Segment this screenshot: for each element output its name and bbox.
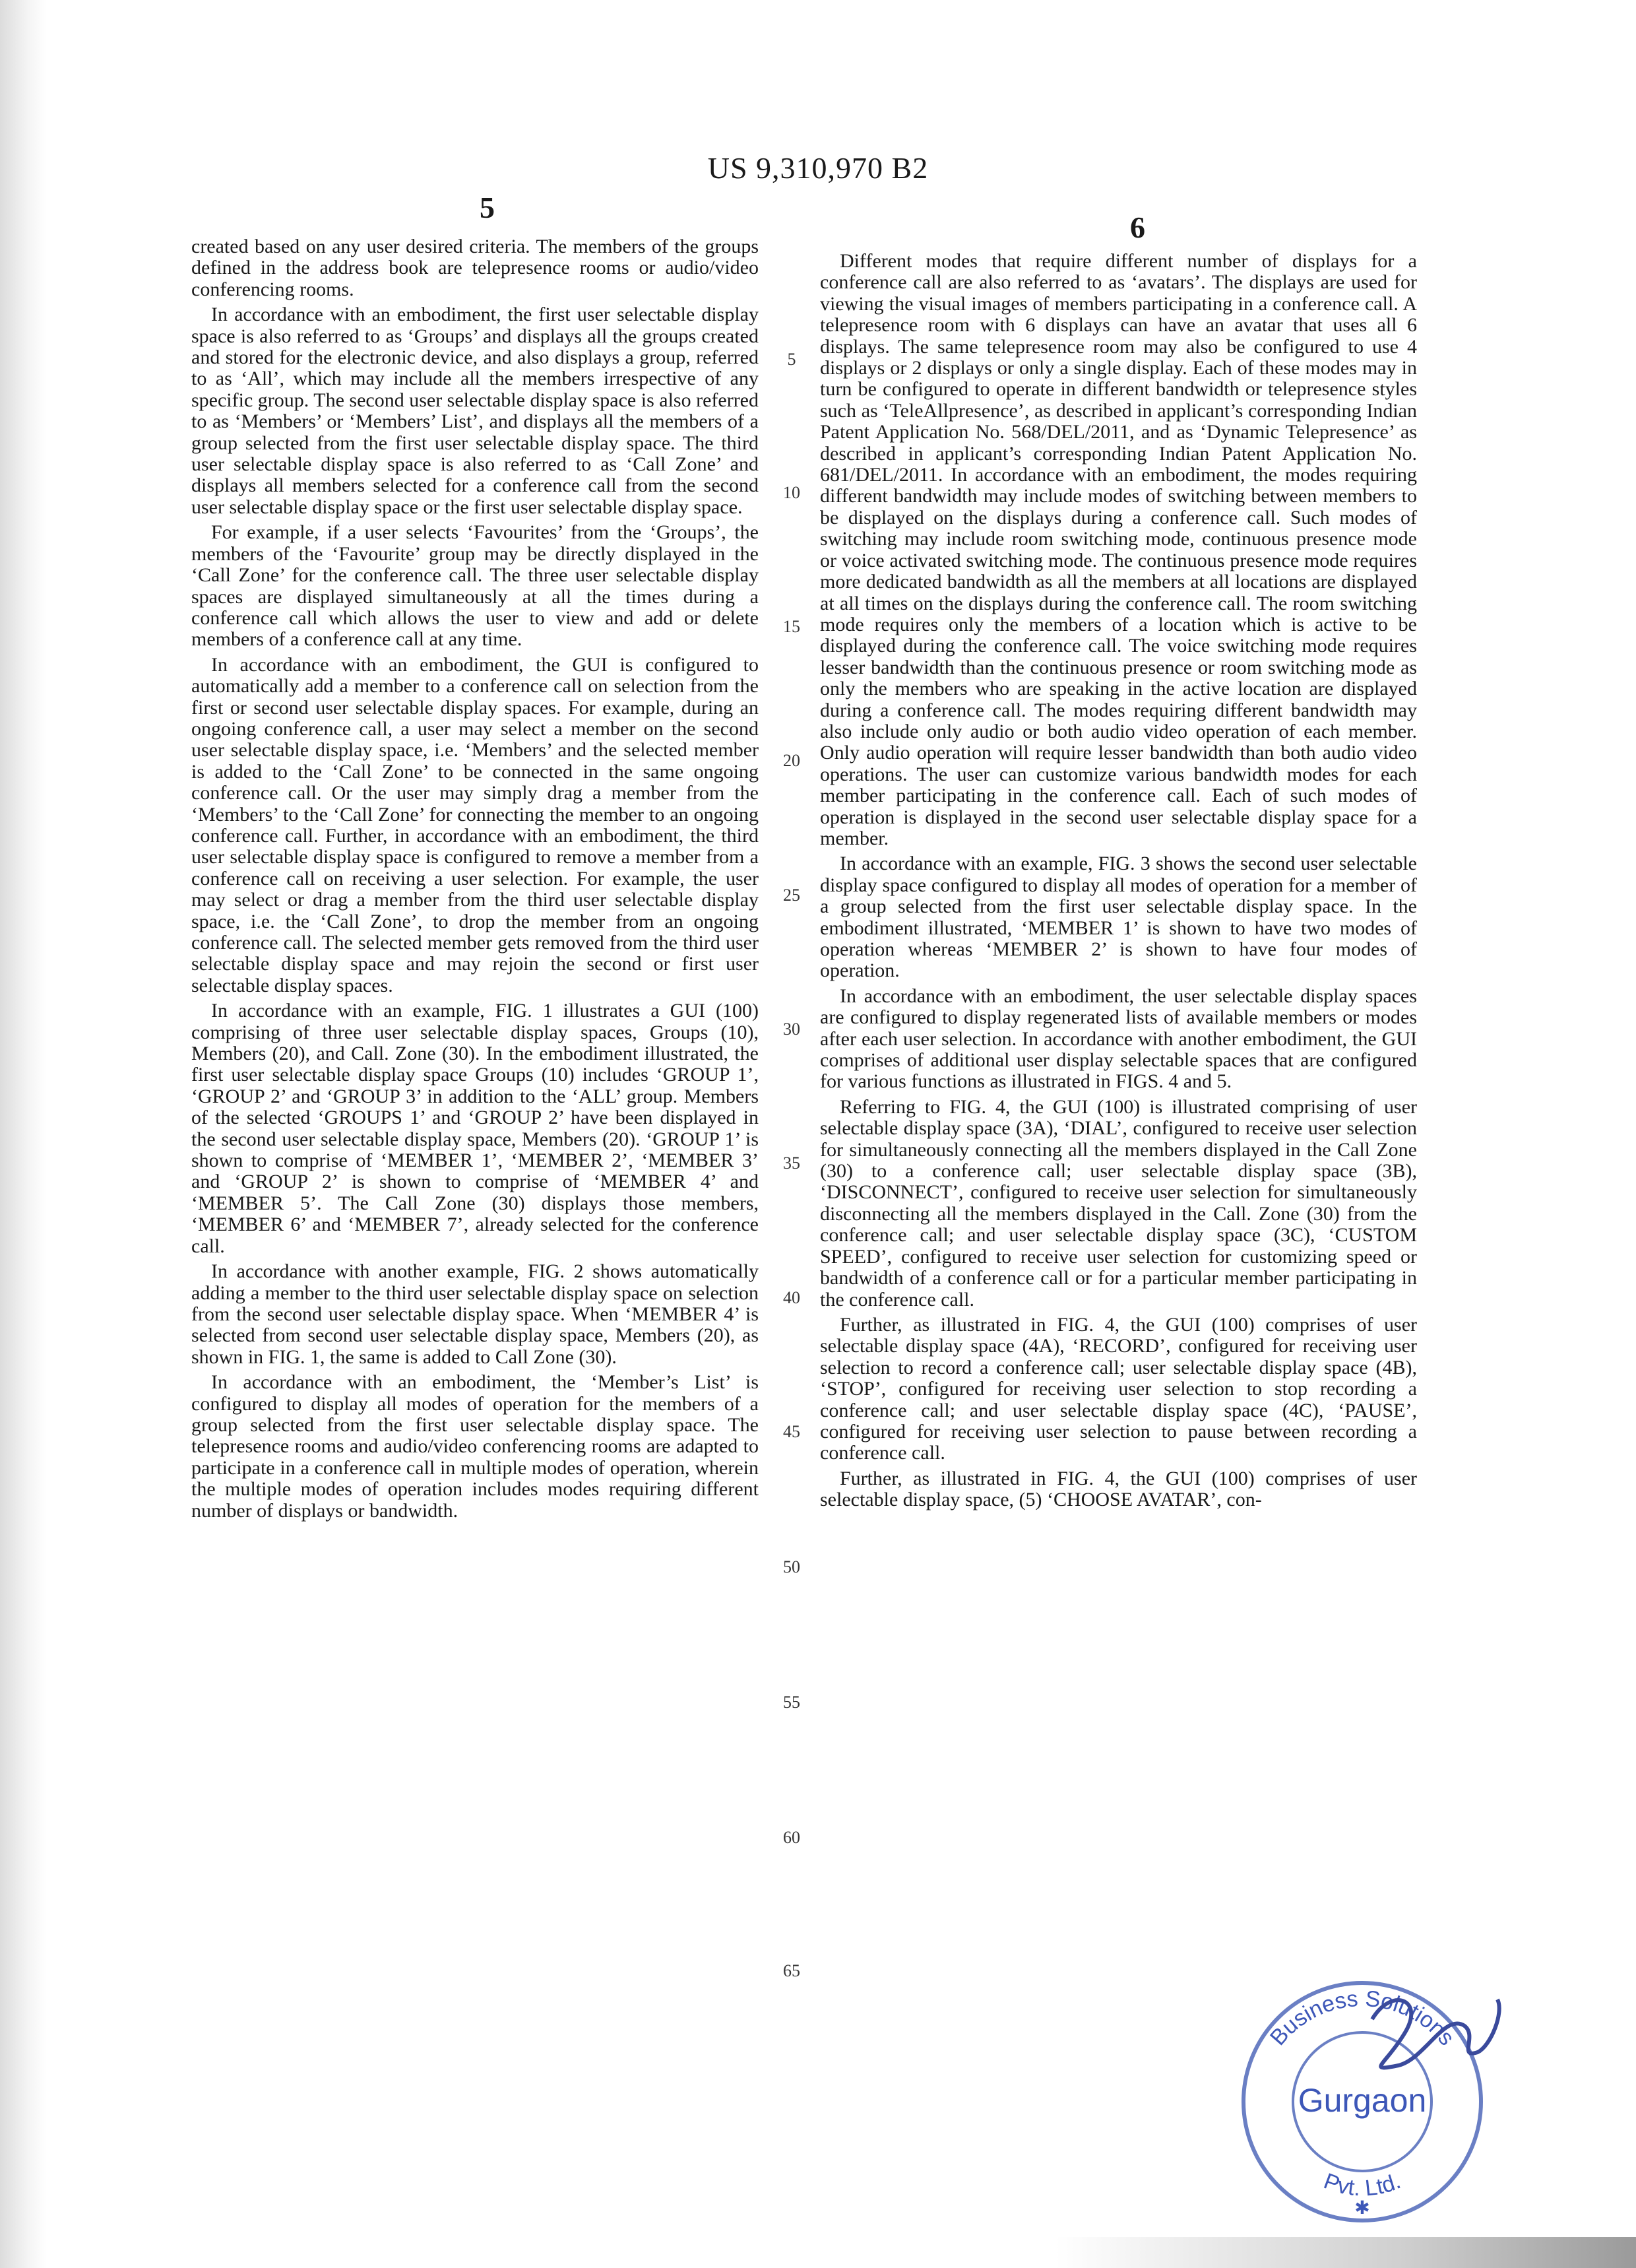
line-number-10: 10 — [783, 483, 800, 502]
right-paragraph-5: Further, as illustrated in FIG. 4, the GUI (100) comprises of user selectable display space (4A), ‘RECORD’, configured for receiving user selection to record a conference call; user selectable display space (4B), ‘STOP’, configured for receiving user selection to stop recording a conference call; and user selectable display space (4C), ‘PAUSE’, configured for receiving user selection to pause between recording a conference call. — [820, 1313, 1417, 1464]
patent-number: US 9,310,970 B2 — [707, 151, 929, 185]
left-paragraph-6: In accordance with another example, FIG. 2 shows automatically adding a member to the third user selectable display space on selection from the second user selectable display space. When ‘MEMBER 4’ is selected from second user selectable display space, Members (20), as shown in FIG. 1, the same is added to Call Zone (30). — [191, 1260, 759, 1368]
left-paragraph-5: In accordance with an example, FIG. 1 illustrates a GUI (100) comprising of three user selectable display spaces, Groups (10), Members (20), and Call. Zone (30). In the embodiment illustrated, the first user selectable display space Groups (10) includes ‘GROUP 1’, ‘GROUP 2’ and ‘GROUP 3’ in addition to the ‘ALL’ group. Members of the selected ‘GROUPS 1’ and ‘GROUP 2’ have been displayed in the second user selectable display space, Members (20). ‘GROUP 1’ is shown to comprise of ‘MEMBER 1’, ‘MEMBER 2’, ‘MEMBER 3’ and ‘GROUP 2’ is shown to comprise of ‘MEMBER 4’ and ‘MEMBER 5’. The Call Zone (30) displays those members, ‘MEMBER 6’ and ‘MEMBER 7’, already selected for the conference call. — [191, 1000, 759, 1257]
line-number-25: 25 — [783, 886, 800, 905]
right-paragraph-3: In accordance with an embodiment, the user selectable display spaces are configured to display regenerated lists of available members or modes after each user selection. In accordance with another embodiment, the GUI comprises of additional user display selectable spaces that are configured for various functions as illustrated in FIGS. 4 and 5. — [820, 985, 1417, 1093]
left-paragraph-7: In accordance with an embodiment, the ‘Member’s List’ is configured to display all modes of operation for the members of a group selected from the first user selectable display space. The telepresence rooms and audio/video conferencing rooms are adapted to participate in a conference call in multiple modes of operation, wherein the multiple modes of operation includes modes requiring different number of displays or bandwidth. — [191, 1371, 759, 1522]
line-number-20: 20 — [783, 751, 800, 770]
scan-shadow-bottom — [1055, 2237, 1636, 2268]
line-number-65: 65 — [783, 1961, 800, 1980]
line-number-30: 30 — [783, 1020, 800, 1039]
line-number-60: 60 — [783, 1828, 800, 1847]
left-column — [191, 236, 759, 1526]
left-column-number: 5 — [480, 191, 495, 224]
left-paragraph-4: In accordance with an embodiment, the GUI is configured to automatically add a member to a conference call on selection from the first or second user selectable display spaces. For example, during an ongoing conference call, a user may select a member on the second user selectable display space, i.e. ‘Members’ and the selected member is added to the ‘Call Zone’ to be connected in the same ongoing conference call. Or the user may simply drag a member from the ‘Members’ to the ‘Call Zone’ for connecting the member to an ongoing conference call. Further, in accordance with an embodiment, the third user selectable display space is configured to remove a member from a conference call on receiving a user selection. For example, the user may select or drag a member from the third user selectable display space, i.e. the ‘Call Zone’, to drop the member from an ongoing conference call. The selected member gets removed from the third user selectable display space and may rejoin the second or first user selectable display spaces. — [191, 653, 759, 996]
line-number-40: 40 — [783, 1288, 800, 1307]
right-column-number: 6 — [1130, 211, 1145, 244]
company-stamp — [1207, 1973, 1517, 2230]
right-paragraph-1: Different modes that require different number of displays for a conference call are also referred to as ‘avatars’. The displays are used for viewing the visual images of members participating in a conference call. A telepresence room with 6 displays can have an avatar that uses all 6 displays. The same telepresence room may also be configured to use 4 displays or 2 displays or only a single display. Each of these modes may in turn be configured to operate in different bandwidth or telepresence styles such as ‘TeleAllpresence’, as described in applicant’s corresponding Indian Patent Application No. 568/DEL/2011, and as ‘Dynamic Telepresence’ as described in applicant’s corresponding Indian Patent Application No. 681/DEL/2011. In accordance with an embodiment, the modes requiring different bandwidth may include modes of switching between members to be displayed on the displays during a conference call. Such modes of switching may include room switching mode, continuous presence mode or voice activated switching mode. The continuous presence mode requires more dedicated bandwidth as all the members at all locations are displayed at all times on the displays during the conference call. The room switching mode requires only the members of a location which is active to be displayed during the conference call. The voice switching mode requires lesser bandwidth than the continuous presence or room switching mode as only the members who are speaking in the active location are displayed during a conference call. The modes requiring different bandwidth may also include only audio or both audio video operation of each member. Only audio operation will require lesser bandwidth than both audio video operations. The user can customize various bandwidth modes for each member participating in the conference call. Each of such modes of operation is displayed in the second user selectable display space for a member. — [820, 250, 1417, 849]
scan-shadow-left — [0, 0, 46, 2268]
line-number-55: 55 — [783, 1693, 800, 1712]
left-paragraph-3: For example, if a user selects ‘Favourites’ from the ‘Groups’, the members of the ‘Favourite’ group may be directly displayed in the ‘Call Zone’ for the conference call. The three user selectable display spaces are displayed simultaneously at all the times during a conference call which allows the user to view and add or delete members of a conference call at any time. — [191, 521, 759, 651]
left-paragraph-1: created based on any user desired criteria. The members of the groups defined in the address book are telepresence rooms or audio/video conferencing rooms. — [191, 236, 759, 300]
left-paragraph-2: In accordance with an embodiment, the first user selectable display space is also referred to as ‘Groups’ and displays all the groups created and stored for the electronic device, and also displays a group, referred to as ‘All’, which may include all the members irrespective of any specific group. The second user selectable display space is also referred to as ‘Members’ or ‘Members’ List’, and displays all the members of a group selected from the first user selectable display space. The third user selectable display space is also referred to as ‘Call Zone’ and displays all members selected for a conference call from the second user selectable display space or the first user selectable display space. — [191, 304, 759, 518]
line-number-5: 5 — [787, 350, 796, 369]
stamp-city: Gurgaon — [1298, 2082, 1427, 2119]
stamp-company-top: Business Solutions — [1265, 1986, 1460, 2051]
line-number-15: 15 — [783, 617, 800, 636]
stamp-company-bottom: Pvt. Ltd. — [1320, 2168, 1404, 2201]
right-paragraph-6: Further, as illustrated in FIG. 4, the GUI (100) comprises of user selectable display space, (5) ‘CHOOSE AVATAR’, con- — [820, 1467, 1417, 1511]
right-paragraph-2: In accordance with an example, FIG. 3 shows the second user selectable display space configured to display all modes of operation for a member of a group selected from the first user selectable display space. In the embodiment illustrated, ‘MEMBER 1’ is shown to have two modes of operation whereas ‘MEMBER 2’ is shown to have four modes of operation. — [820, 853, 1417, 982]
right-column — [820, 251, 1417, 1515]
stamp-star-icon: ✱ — [1354, 2197, 1370, 2219]
line-number-50: 50 — [783, 1557, 800, 1576]
right-paragraph-4: Referring to FIG. 4, the GUI (100) is illustrated comprising of user selectable display space (3A), ‘DIAL’, configured to receive user selection for simultaneously connecting all the members displayed in the Call Zone (30) to a conference call; user selectable display space (3B), ‘DISCONNECT’, configured to receive user selection for simultaneously disconnecting all the members displayed in the Call. Zone (30) from the conference call; and user selectable display space (3C), ‘CUSTOM SPEED’, configured to receive user selection for customizing speed or bandwidth of a conference call or for a particular member participating in the conference call. — [820, 1095, 1417, 1311]
line-number-45: 45 — [783, 1422, 800, 1441]
line-number-35: 35 — [783, 1153, 800, 1173]
